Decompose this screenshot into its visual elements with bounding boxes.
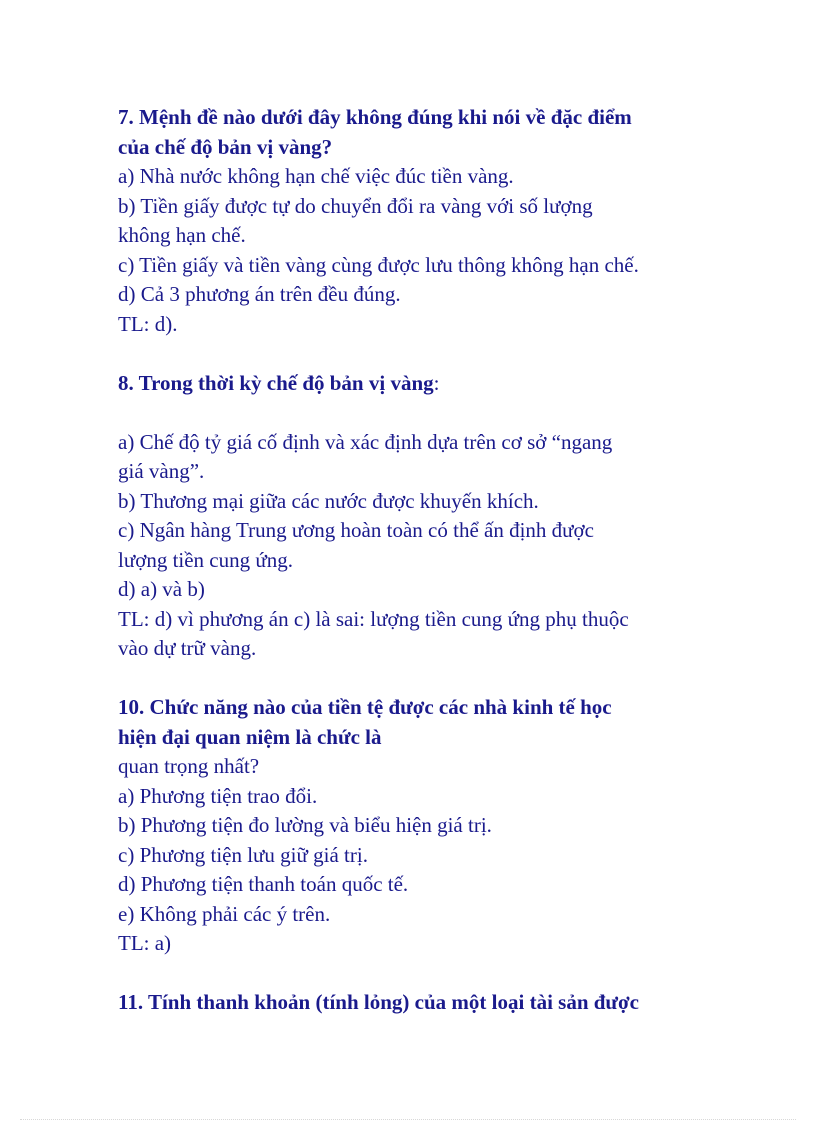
question-10 bbox=[118, 693, 758, 959]
question-7-title bbox=[118, 103, 758, 162]
question-10-option-b: b) Phương tiện đo lường và biểu hiện giá trị. bbox=[118, 813, 492, 837]
question-8-title-text: 8. Trong thời kỳ chế độ bản vị vàng bbox=[118, 370, 434, 395]
question-7-option-b-line-1: b) Tiền giấy được tự do chuyển đổi ra vàng với số lượng bbox=[118, 193, 593, 218]
question-8-option-c-line-1: c) Ngân hàng Trung ương hoàn toàn có thể ấn định được bbox=[118, 518, 594, 542]
spacer bbox=[118, 664, 758, 694]
question-7-option-b-line-2: không hạn chế. bbox=[118, 223, 246, 247]
question-7-title-line-1: 7. Mệnh đề nào dưới đây không đúng khi nói về đặc điểm bbox=[118, 105, 632, 129]
question-10-option-a: a) Phương tiện trao đổi. bbox=[118, 783, 318, 808]
question-8-option-d: d) a) và b) bbox=[118, 577, 205, 601]
question-10-answer: TL: a) bbox=[118, 931, 172, 955]
question-8-answer-line-2: vào dự trữ vàng. bbox=[118, 636, 257, 660]
question-10-title bbox=[118, 693, 758, 752]
question-11-title bbox=[118, 988, 758, 1018]
spacer bbox=[118, 959, 758, 989]
question-7-option-d: d) Cả 3 phương án trên đều đúng. bbox=[118, 282, 401, 306]
question-10-title-continuation: quan trọng nhất? bbox=[118, 754, 260, 778]
question-8-option-c-line-2: lượng tiền cung ứng. bbox=[118, 547, 294, 572]
spacer bbox=[118, 339, 758, 369]
question-7-options bbox=[118, 162, 758, 339]
page-footer-divider bbox=[20, 1119, 796, 1120]
question-10-option-e: e) Không phải các ý trên. bbox=[118, 901, 331, 926]
document-content bbox=[118, 103, 758, 1018]
question-10-option-c: c) Phương tiện lưu giữ giá trị. bbox=[118, 842, 368, 867]
question-11-title-line-1: 11. Tính thanh khoản (tính lỏng) của một loại tài sản được bbox=[118, 990, 639, 1014]
question-7-option-a: a) Nhà nước không hạn chế việc đúc tiền vàng. bbox=[118, 164, 514, 188]
question-8-option-b: b) Thương mại giữa các nước được khuyến khích. bbox=[118, 488, 539, 513]
question-8 bbox=[118, 369, 758, 664]
question-8-option-a-line-1: a) Chế độ tỷ giá cố định và xác định dựa trên cơ sở “ngang bbox=[118, 429, 613, 454]
question-8-options bbox=[118, 428, 758, 664]
question-8-option-a-line-2: giá vàng”. bbox=[118, 459, 205, 483]
question-8-title bbox=[118, 369, 758, 399]
question-10-title-line-1: 10. Chức năng nào của tiền tệ được các nhà kinh tế học bbox=[118, 695, 612, 719]
question-10-title-line-2: hiện đại quan niệm là chức là bbox=[118, 724, 382, 749]
question-10-option-d: d) Phương tiện thanh toán quốc tế. bbox=[118, 872, 409, 896]
question-7-title-line-2: của chế độ bản vị vàng? bbox=[118, 134, 333, 159]
question-8-answer-line-1: TL: d) vì phương án c) là sai: lượng tiền cung ứng phụ thuộc bbox=[118, 606, 629, 631]
question-11 bbox=[118, 988, 758, 1018]
question-7-option-c: c) Tiền giấy và tiền vàng cùng được lưu thông không hạn chế. bbox=[118, 252, 639, 277]
question-10-options bbox=[118, 752, 758, 959]
question-8-title-colon: : bbox=[433, 370, 440, 395]
question-7 bbox=[118, 103, 758, 339]
question-7-answer: TL: d). bbox=[118, 311, 178, 336]
spacer bbox=[118, 398, 758, 428]
